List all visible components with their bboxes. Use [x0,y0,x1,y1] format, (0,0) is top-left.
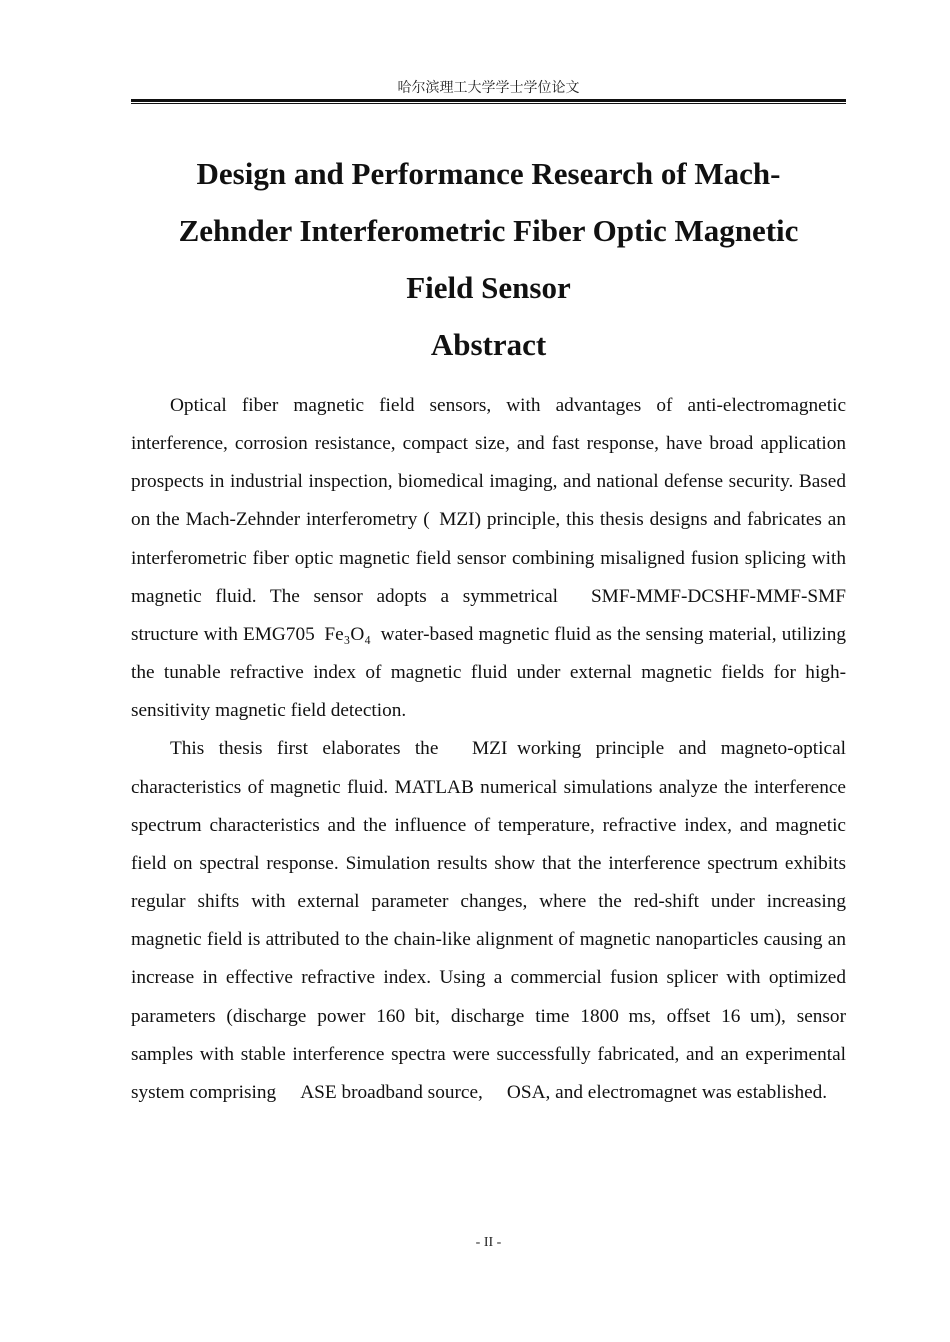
thesis-title-line-2: Zehnder Interferometric Fiber Optic Magnetic [178,213,799,248]
running-header: 哈尔滨理工大学学士学位论文 [397,80,580,96]
thesis-title-line-3: Field Sensor [406,270,571,305]
abstract-body [131,387,846,1112]
thesis-title-line-1: Design and Performance Research of Mach- [196,156,781,191]
abstract-heading: Abstract [430,327,547,362]
abstract-paragraph-1: Optical fiber magnetic field sensors, with advantages of anti-electromagnetic interference, corrosion resistance, compact size, and fast response, have broad application prospects in industrial inspection, biomedical imaging, and national defense security. Based on the Mach-Zehnder interferometry ( MZI) principle, this thesis designs and fabricates an interferometric fiber optic magnetic field sensor combining misaligned fusion splicing with magnetic fluid. The sensor adopts a symmetrical SMF-MMF-DCSHF-MMF-SMF structure with EMG705 Fe₃O₄ water-based magnetic fluid as the sensing material, utilizing the tunable refractive index of magnetic fluid under external magnetic fields for high-sensitivity magnetic field detection. [131,395,846,722]
abstract-paragraph-2: This thesis first elaborates the MZI working principle and magneto-optical characteristics of magnetic fluid. MATLAB numerical simulations analyze the interference spectrum characteristics and the influence of temperature, refractive index, and magnetic field on spectral response. Simulation results show that the interference spectrum exhibits regular shifts with external parameter changes, where the red-shift under increasing magnetic field is attributed to the chain-like alignment of magnetic nanoparticles causing an increase in effective refractive index. Using a commercial fusion splicer with optimized parameters (discharge power 160 bit, discharge time 1800 ms, offset 16 um), sensor samples with stable interference spectra were successfully fabricated, and an experimental system comprising ASE broadband source, OSA, and electromagnet was established. [131,738,846,1103]
header-rule [131,99,846,105]
header-rule-thin-line [131,103,846,104]
thesis-title [131,145,846,316]
header-rule-thick-line [131,99,846,102]
page-number: - II - [475,1235,502,1250]
